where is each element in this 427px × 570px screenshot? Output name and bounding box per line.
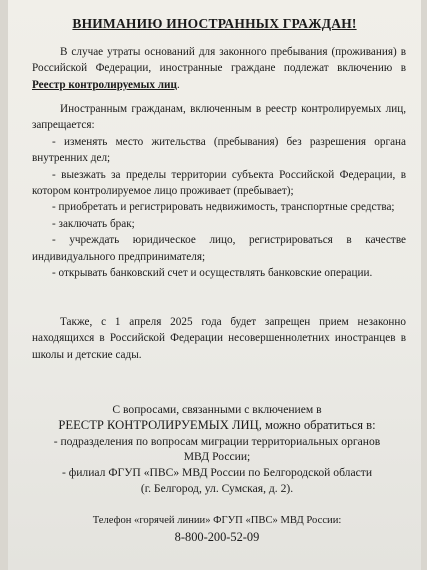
intro-text: В случае утраты оснований для законного пребывания (проживания) в Российской Федерации, иностранные граждане подлежат включению в [32, 46, 406, 75]
contact-line: С вопросами, связанными с включением в [112, 403, 322, 416]
notice-title: ВНИМАНИЮ ИНОСТРАННЫХ ГРАЖДАН! [72, 16, 357, 31]
hotline-number: 8-800-200-52-09 [174, 530, 260, 544]
april-note-text: Также, с 1 апреля 2025 года будет запрещен прием незаконно находящихся в Российской Федерации несовершеннолетних иностранцев в школы и детские сады. [32, 316, 406, 361]
hotline-label: Телефон «горячей линии» ФГУП «ПВС» МВД России: [92, 515, 342, 526]
restriction-item: - приобретать и регистрировать недвижимость, транспортные средства; [52, 201, 395, 214]
april-note [32, 314, 406, 363]
contact-line: МВД России; [183, 450, 251, 464]
restriction-item: - изменять место жительства (пребывания) без разрешения органа внутренних дел; [32, 135, 406, 165]
intro-end: . [176, 78, 180, 91]
intro-paragraph [32, 44, 406, 93]
restriction-item: - открывать банковский счет и осуществлять банковские операции. [52, 267, 373, 280]
restriction-item: - выезжать за пределы территории субъекта Российской Федерации, в котором контролируемое лицо проживает (пребывает); [32, 168, 406, 198]
restrictions-lead: Иностранным гражданам, включенным в реестр контролируемых лиц, запрещается: [32, 103, 406, 132]
contact-section [32, 402, 402, 497]
contact-line: РЕЕСТР КОНТРОЛИРУЕМЫХ ЛИЦ, можно обратиться в: [58, 417, 376, 432]
hotline-section [32, 513, 402, 545]
contact-line: - подразделения по вопросам миграции территориальных органов [53, 434, 381, 448]
restrictions-section [32, 101, 406, 281]
restriction-item: - заключать брак; [52, 217, 135, 230]
restriction-item: - учреждать юридическое лицо, регистрироваться в качестве индивидуального предпринимателя; [32, 234, 406, 263]
contact-line: (г. Белгород, ул. Сумская, д. 2). [140, 481, 294, 495]
contact-line: - филиал ФГУП «ПВС» МВД России по Белгородской области [61, 466, 373, 480]
notice-sheet [8, 0, 421, 570]
registry-name: Реестр контролируемых лиц [32, 78, 177, 91]
